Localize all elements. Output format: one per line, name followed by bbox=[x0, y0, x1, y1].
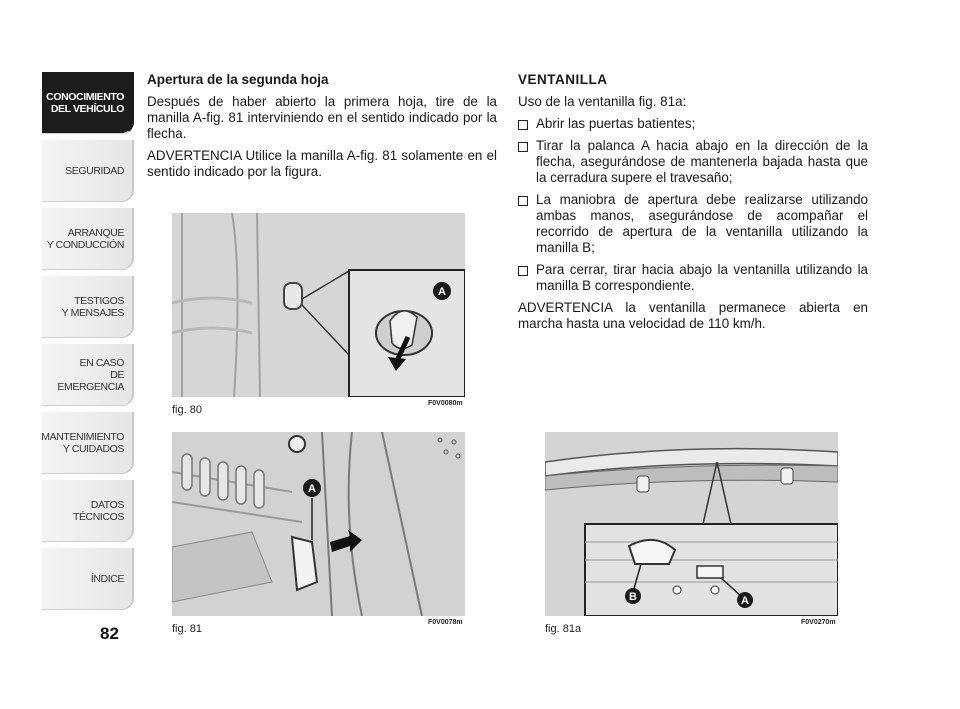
window-illustration bbox=[545, 432, 838, 616]
figure-80-caption: fig. 80 bbox=[172, 404, 202, 416]
list-item: Abrir las puertas batientes; bbox=[518, 116, 868, 132]
figure-81a-caption: fig. 81a bbox=[545, 623, 582, 635]
section-heading: VENTANILLA bbox=[518, 72, 608, 87]
tab-label: SEGURIDAD bbox=[65, 164, 124, 177]
page-number: 82 bbox=[100, 624, 119, 643]
section-heading: Apertura de la segunda hoja bbox=[147, 72, 329, 87]
tab-testigos[interactable] bbox=[42, 276, 134, 338]
door-lock-illustration bbox=[172, 213, 465, 397]
list-item: La maniobra de apertura debe realizarse utilizando ambas manos, asegurándose de acompañar el recorrido de apertura de la ventanilla utilizando la manilla B; bbox=[518, 192, 868, 256]
callout-a: A bbox=[741, 595, 749, 607]
tab-label: DATOS TÉCNICOS bbox=[72, 498, 124, 523]
tab-label: ÍNDICE bbox=[90, 572, 124, 585]
figure-81a-image bbox=[545, 432, 838, 616]
right-column bbox=[518, 72, 868, 338]
tab-seguridad[interactable] bbox=[42, 140, 134, 202]
list-item: Para cerrar, tirar hacia abajo la ventanilla utilizando la manilla B correspondiente. bbox=[518, 262, 868, 294]
tab-emergencia[interactable] bbox=[42, 344, 134, 406]
figure-80-code: F0V0080m bbox=[428, 400, 463, 407]
tab-label: MANTENIMIENTO Y CUIDADOS bbox=[41, 430, 124, 455]
tab-label: TESTIGOS Y MENSAJES bbox=[61, 294, 124, 319]
checkbox-bullet-icon bbox=[518, 196, 528, 206]
tab-arranque[interactable] bbox=[42, 208, 134, 270]
callout-a: A bbox=[438, 286, 446, 298]
chapter-sidebar bbox=[42, 72, 134, 616]
tab-indice[interactable] bbox=[42, 548, 134, 610]
figure-81-image bbox=[172, 432, 465, 616]
second-door-handle-illustration bbox=[172, 432, 465, 616]
checkbox-bullet-icon bbox=[518, 142, 528, 152]
checkbox-bullet-icon bbox=[518, 266, 528, 276]
figure-81-caption: fig. 81 bbox=[172, 623, 202, 635]
tab-label: ARRANQUE Y CONDUCCIÓN bbox=[46, 226, 124, 251]
checkbox-bullet-icon bbox=[518, 120, 528, 130]
intro-paragraph: Uso de la ventanilla fig. 81a: bbox=[518, 94, 687, 109]
warning-paragraph: ADVERTENCIA la ventanilla permanece abierta en marcha hasta una velocidad de 110 km/h. bbox=[518, 300, 868, 331]
tab-datos-tecnicos[interactable] bbox=[42, 480, 134, 542]
tab-mantenimiento[interactable] bbox=[42, 412, 134, 474]
callout-b: B bbox=[629, 591, 637, 603]
tab-conocimiento[interactable] bbox=[42, 72, 134, 134]
figure-81-code: F0V0078m bbox=[428, 619, 463, 626]
figure-81a-code: F0V0270m bbox=[801, 619, 836, 626]
figure-80-image bbox=[172, 213, 465, 397]
list-item: Tirar la palanca A hacia abajo en la dirección de la flecha, asegurándose de mantenerla bajada hasta que la cerradura supere el travesaño; bbox=[518, 138, 868, 186]
paragraph: Después de haber abierto la primera hoja, tire de la manilla A-fig. 81 interviniendo en el sentido indicado por la flecha. bbox=[147, 94, 497, 141]
callout-a: A bbox=[308, 483, 316, 495]
tab-label: CONOCIMIENTO DEL VEHÍCULO bbox=[46, 90, 124, 115]
left-column bbox=[147, 72, 497, 186]
warning-paragraph: ADVERTENCIA Utilice la manilla A-fig. 81 solamente en el sentido indicado por la figura. bbox=[147, 148, 497, 179]
tab-label: EN CASO DE EMERGENCIA bbox=[57, 356, 124, 393]
